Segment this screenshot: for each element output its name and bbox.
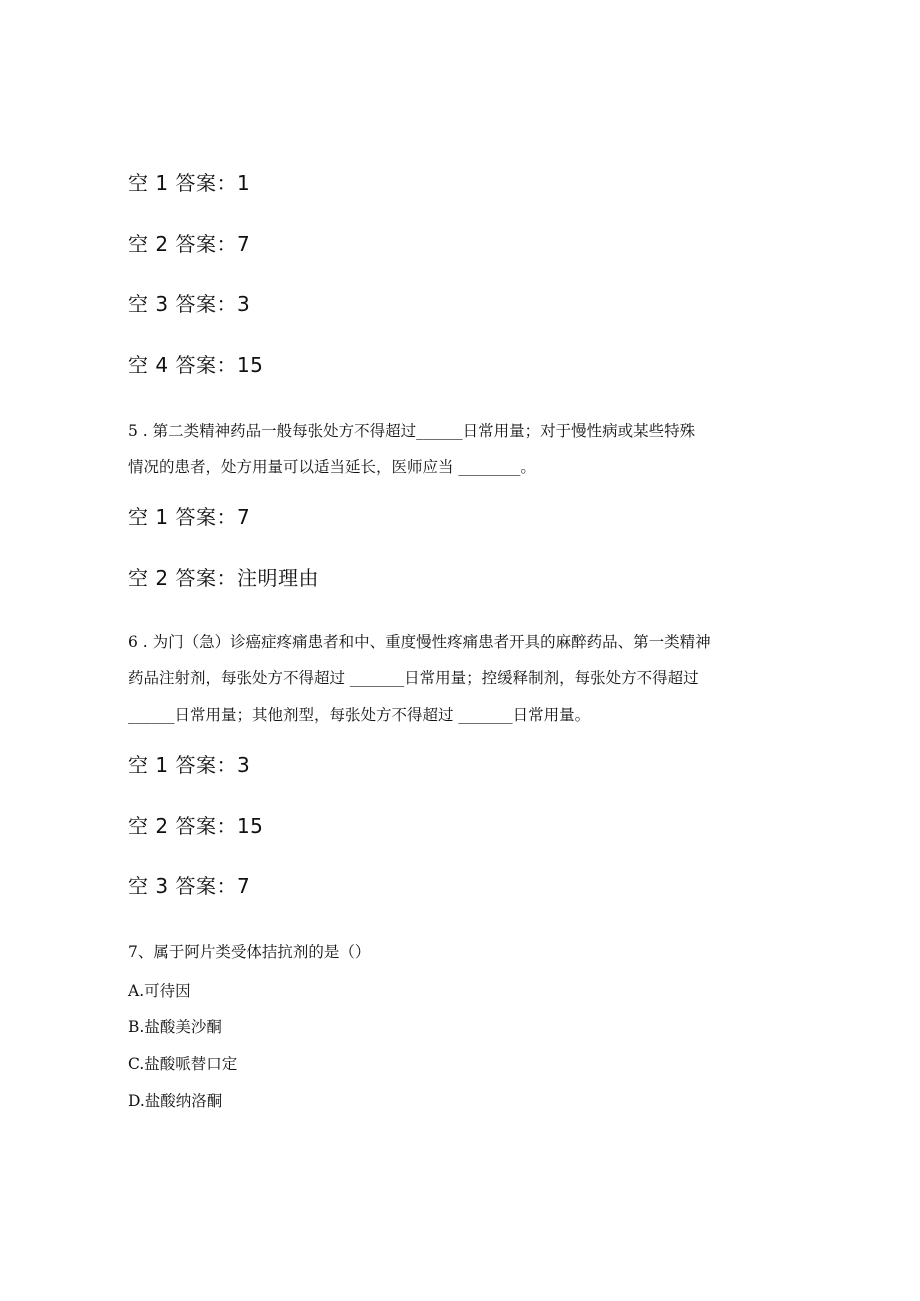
option-a: A.可待因 (128, 982, 191, 1000)
q5-answer-blank-2: 空 2 答案：注明理由 (128, 566, 319, 590)
answer-blank-2: 空 2 答案：7 (128, 232, 251, 256)
option-b: B.盐酸美沙酮 (128, 1018, 222, 1036)
option-c: C.盐酸哌替口定 (128, 1055, 238, 1073)
question-6-line-3: ______日常用量；其他剂型，每张处方不得超过 _______日常用量。 (128, 706, 591, 724)
answer-blank-4: 空 4 答案：15 (128, 353, 264, 377)
answer-blank-1: 空 1 答案：1 (128, 171, 251, 195)
q6-answer-blank-1: 空 1 答案：3 (128, 753, 251, 777)
q5-answer-blank-1: 空 1 答案：7 (128, 505, 251, 529)
question-7-stem: 7、属于阿片类受体拮抗剂的是（） (128, 943, 371, 961)
q6-answer-blank-3: 空 3 答案：7 (128, 874, 251, 898)
question-5-line-2: 情况的患者，处方用量可以适当延长，医师应当 ________。 (128, 458, 536, 476)
question-6-line-2: 药品注射剂，每张处方不得超过 _______日常用量；控缓释制剂，每张处方不得超过 (128, 669, 699, 687)
question-6-line-1: 6 . 为门（急）诊癌症疼痛患者和中、重度慢性疼痛患者开具的麻醉药品、第一类精神 (128, 633, 711, 651)
answer-blank-3: 空 3 答案：3 (128, 292, 251, 316)
q6-answer-blank-2: 空 2 答案：15 (128, 814, 264, 838)
question-5-line-1: 5 . 第二类精神药品一般每张处方不得超过______日常用量；对于慢性病或某些特殊 (128, 422, 696, 440)
option-d: D.盐酸纳洛酮 (128, 1092, 223, 1110)
